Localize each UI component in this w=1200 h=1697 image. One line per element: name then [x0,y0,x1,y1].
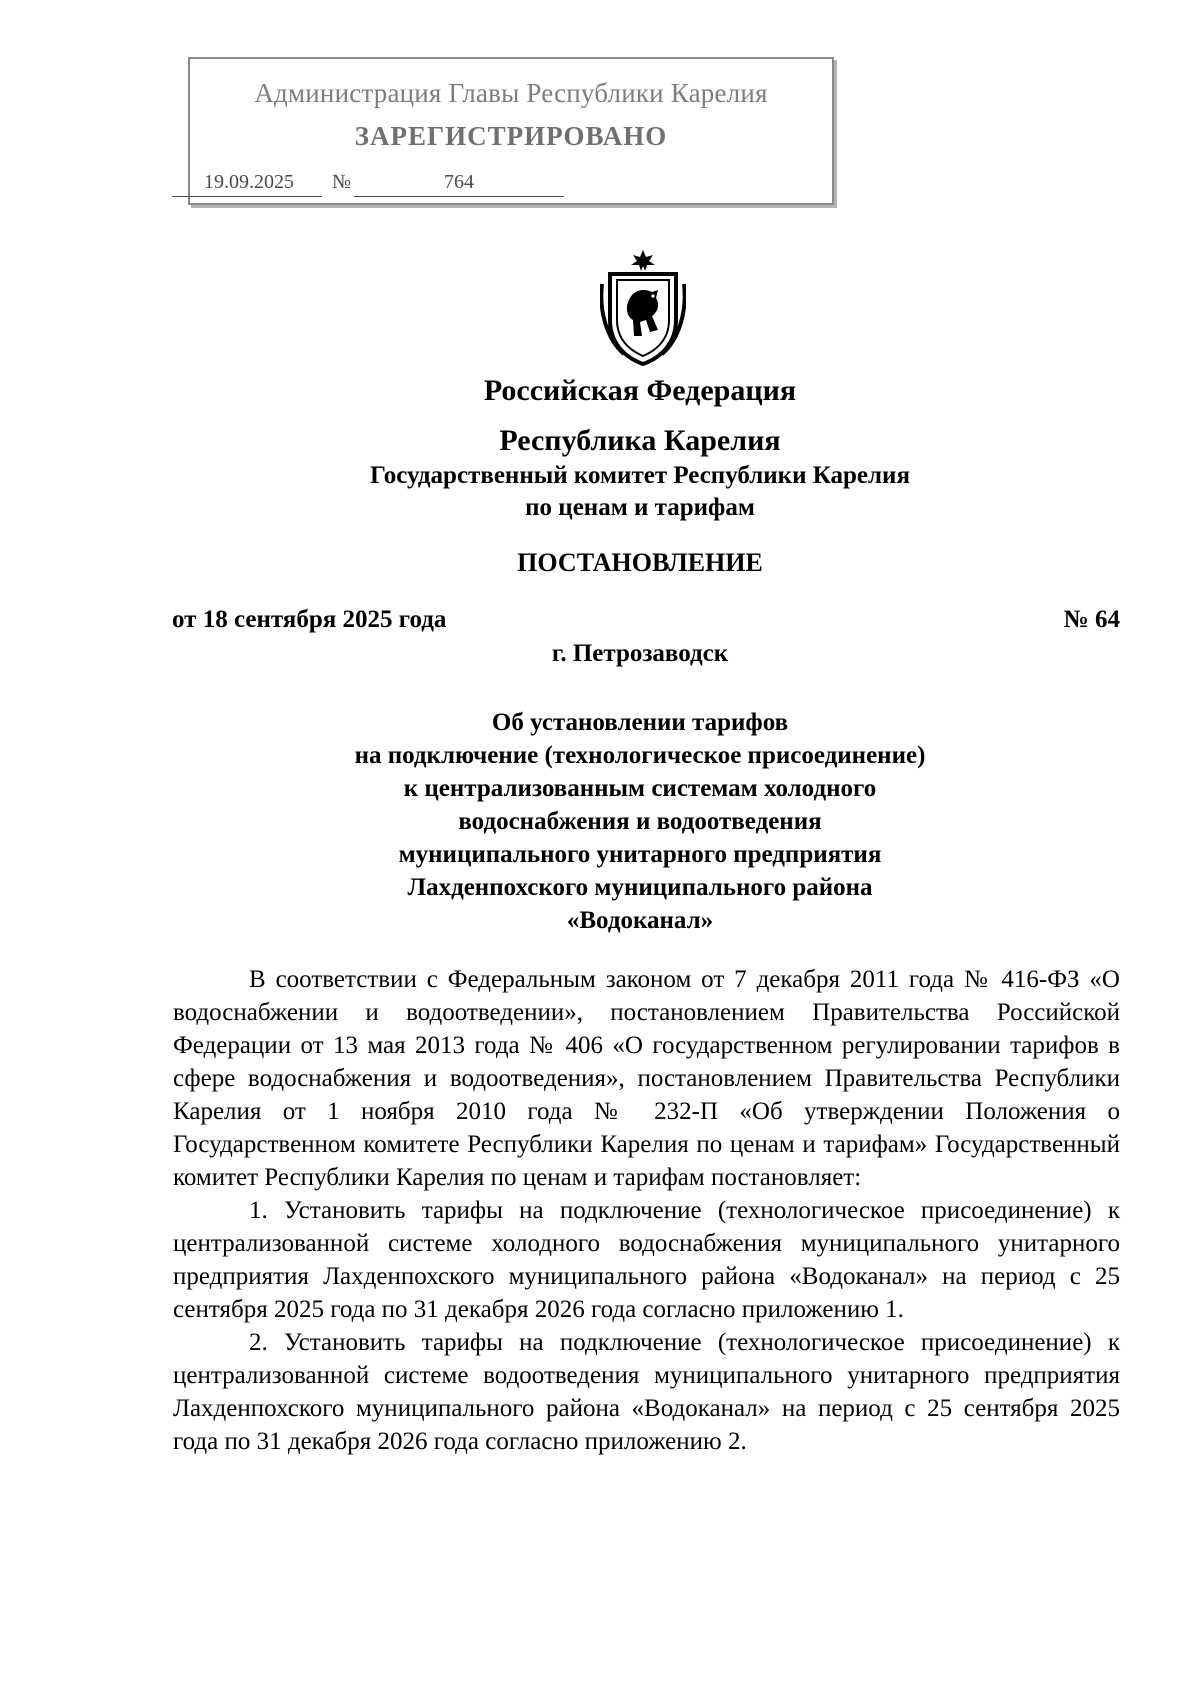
preamble-paragraph: В соответствии с Федеральным законом от 7 декабря 2011 года № 416-ФЗ «О водоснабжении и водоотведении», постановлением Правительства Российской Федерации от 13 мая 2013 года № 406 «О государственном регулировании тарифов в сфере водоснабжения и водоотведения», постановлением Правительства Республики Карелия от 1 ноября 2010 года № 232-П «Об утверждении Положения о Государственном комитете Республики Карелия по ценам и тарифам» Государственный комитет Республики Карелия по ценам и тарифам постановляет: [173,966,1120,1191]
document-body [173,963,1120,1458]
document-type: ПОСТАНОВЛЕНИЕ [517,548,763,577]
document-number: № 64 [1063,606,1120,633]
republic-title: Республика Карелия [499,424,781,457]
document-city: г. Петрозаводск [551,640,729,667]
stamp-number-label: № [332,171,352,193]
stamp-registration-row [172,171,612,201]
title-line: муниципального унитарного предприятия [398,841,882,868]
title-line: Лахденпохского муниципального района [407,874,873,901]
title-line: на подключение (технологическое присоединение) [354,742,926,769]
document-date: от 18 сентября 2025 года [172,606,447,633]
stamp-date: 19.09.2025 [204,171,294,193]
title-line: водоснабжения и водоотведения [458,808,822,835]
committee-title-line2: по ценам и тарифам [525,494,755,521]
registration-stamp [188,57,834,205]
clause-2: 2. Установить тарифы на подключение (технологическое присоединение) к централизованной системе водоотведения муниципального унитарного предприятия Лахденпохского муниципального района «Водоканал» на период с 25 сентября 2025 года по 31 декабря 2026 года согласно приложению 2. [173,1329,1120,1455]
title-line: к централизованным системам холодного [403,775,877,802]
document-title [160,706,1120,937]
karelia-coat-of-arms-icon [600,250,686,366]
country-title: Российская Федерация [483,374,797,407]
title-line: «Водоканал» [566,907,714,934]
stamp-authority: Администрация Главы Республики Карелия [254,78,768,108]
clause-1: 1. Установить тарифы на подключение (технологическое присоединение) к централизованной системе холодного водоснабжения муниципального унитарного предприятия Лахденпохского муниципального района «Водоканал» на период с 25 сентября 2025 года по 31 декабря 2026 года согласно приложению 1. [173,1197,1120,1323]
title-line: Об установлении тарифов [491,709,789,736]
committee-title-line1: Государственный комитет Республики Карелия [370,462,910,489]
stamp-number: 764 [444,171,474,193]
stamp-registered-label: ЗАРЕГИСТРИРОВАНО [354,121,668,151]
